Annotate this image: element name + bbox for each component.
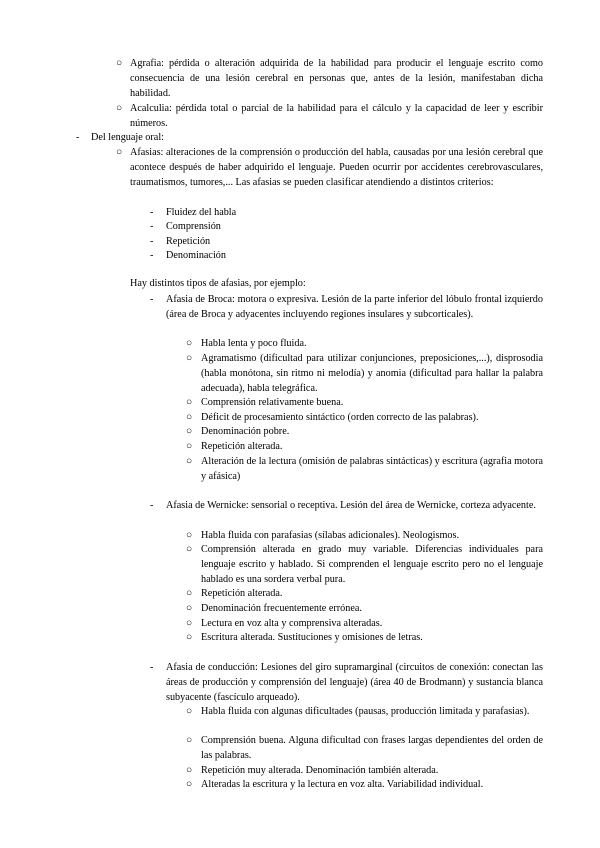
circle-bullet: ○ — [186, 530, 193, 541]
conduccion-subitem: Comprensión buena. Alguna dificultad con frases largas dependientes del orden de las palabras. — [201, 735, 543, 761]
conduccion-subitem: Repetición muy alterada. Denominación también alterada. — [201, 765, 439, 776]
dash-bullet: - — [150, 662, 154, 673]
dash-bullet: - — [150, 236, 154, 247]
wernicke-subitem: Repetición alterada. — [201, 588, 283, 599]
circle-bullet: ○ — [186, 441, 193, 452]
broca-title: Afasia de Broca: motora o expresiva. Lesión de la parte inferior del lóbulo frontal izquierdo (área de Broca y adyacentes incluyendo regiones insulares y subcorticales). — [166, 294, 543, 320]
criterio-item: Fluidez del habla — [166, 207, 237, 218]
dash-bullet: - — [150, 221, 154, 232]
circle-bullet: ○ — [186, 632, 193, 643]
circle-bullet: ○ — [186, 735, 193, 746]
acalculia-item: Acalculia: pérdida total o parcial de la habilidad para el cálculo y la capacidad de leer y escribir números. — [130, 103, 543, 129]
conduccion-subitem: Alteradas la escritura y la lectura en voz alta. Variabilidad individual. — [201, 779, 484, 790]
broca-subitem: Déficit de procesamiento sintáctico (orden correcto de las palabras). — [201, 412, 479, 423]
criterio-item: Repetición — [166, 236, 211, 247]
circle-bullet: ○ — [116, 103, 123, 114]
circle-bullet: ○ — [186, 603, 193, 614]
wernicke-title: Afasia de Wernicke: sensorial o receptiva. Lesión del área de Wernicke, corteza adyacente. — [166, 500, 536, 511]
broca-subitem: Agramatismo (dificultad para utilizar conjunciones, preposiciones,...), disprosodia (habla monótona, sin ritmo ni melodía) y anomia (dificultad para hallar la palabra adecuada), habla telegráfica. — [201, 353, 543, 394]
conduccion-subitem: Habla fluida con algunas dificultades (pausas, producción limitada y parafasias). — [201, 706, 530, 717]
dash-bullet: - — [150, 500, 154, 511]
broca-subitem: Comprensión relativamente buena. — [201, 397, 344, 408]
wernicke-subitem: Lectura en voz alta y comprensiva alteradas. — [201, 618, 383, 629]
dash-bullet: - — [76, 132, 80, 143]
circle-bullet: ○ — [116, 147, 123, 158]
circle-bullet: ○ — [186, 588, 193, 599]
dash-bullet: - — [150, 294, 154, 305]
afasias-item: Afasias: alteraciones de la comprensión o producción del habla, causadas por una lesión cerebral que acontece después de haber adquirido el lenguaje. Pueden ocurrir por accidentes cerebrovasculares, traumatismos, tumores,... Las afasias se pueden clasificar atendiendo a distintos criterios: — [130, 147, 543, 188]
criterio-item: Denominación — [166, 250, 226, 261]
criterio-item: Comprensión — [166, 221, 221, 232]
agrafia-item: Agrafia: pérdida o alteración adquirida de la habilidad para producir el lenguaje escrito como consecuencia de una lesión cerebral en personas que, antes de la lesión, manifestaban dicha habilidad. — [130, 58, 543, 99]
circle-bullet: ○ — [186, 412, 193, 423]
circle-bullet: ○ — [186, 456, 193, 467]
circle-bullet: ○ — [186, 426, 193, 437]
circle-bullet: ○ — [186, 397, 193, 408]
tipos-intro: Hay distintos tipos de afasias, por ejemplo: — [130, 278, 306, 289]
circle-bullet: ○ — [186, 544, 193, 555]
circle-bullet: ○ — [186, 706, 193, 717]
broca-subitem: Repetición alterada. — [201, 441, 283, 452]
broca-subitem: Habla lenta y poco fluida. — [201, 338, 307, 349]
dash-bullet: - — [150, 250, 154, 261]
circle-bullet: ○ — [186, 618, 193, 629]
circle-bullet: ○ — [186, 338, 193, 349]
circle-bullet: ○ — [116, 58, 123, 69]
broca-subitem: Denominación pobre. — [201, 426, 290, 437]
circle-bullet: ○ — [186, 353, 193, 364]
lenguaje-oral-heading: Del lenguaje oral: — [91, 132, 164, 143]
circle-bullet: ○ — [186, 765, 193, 776]
wernicke-subitem: Denominación frecuentemente errónea. — [201, 603, 362, 614]
circle-bullet: ○ — [186, 779, 193, 790]
dash-bullet: - — [150, 207, 154, 218]
wernicke-subitem: Habla fluida con parafasias (sílabas adicionales). Neologismos. — [201, 530, 460, 541]
wernicke-subitem: Comprensión alterada en grado muy variable. Diferencias individuales para lenguaje escrito y hablado. Si comprenden el lenguaje escrito pero no el lenguaje hablado es una sordera verbal pura. — [201, 544, 543, 585]
wernicke-subitem: Escritura alterada. Sustituciones y omisiones de letras. — [201, 632, 423, 643]
conduccion-title: Afasia de conducción: Lesiones del giro supramarginal (circuitos de conexión: conectan las áreas de producción y comprensión del lenguaje) (área 40 de Brodmann) y sustancia blanca subyacente (fascículo arqueado). — [166, 662, 543, 703]
broca-subitem: Alteración de la lectura (omisión de palabras sintácticas) y escritura (agrafia motora y afásica) — [201, 456, 543, 482]
